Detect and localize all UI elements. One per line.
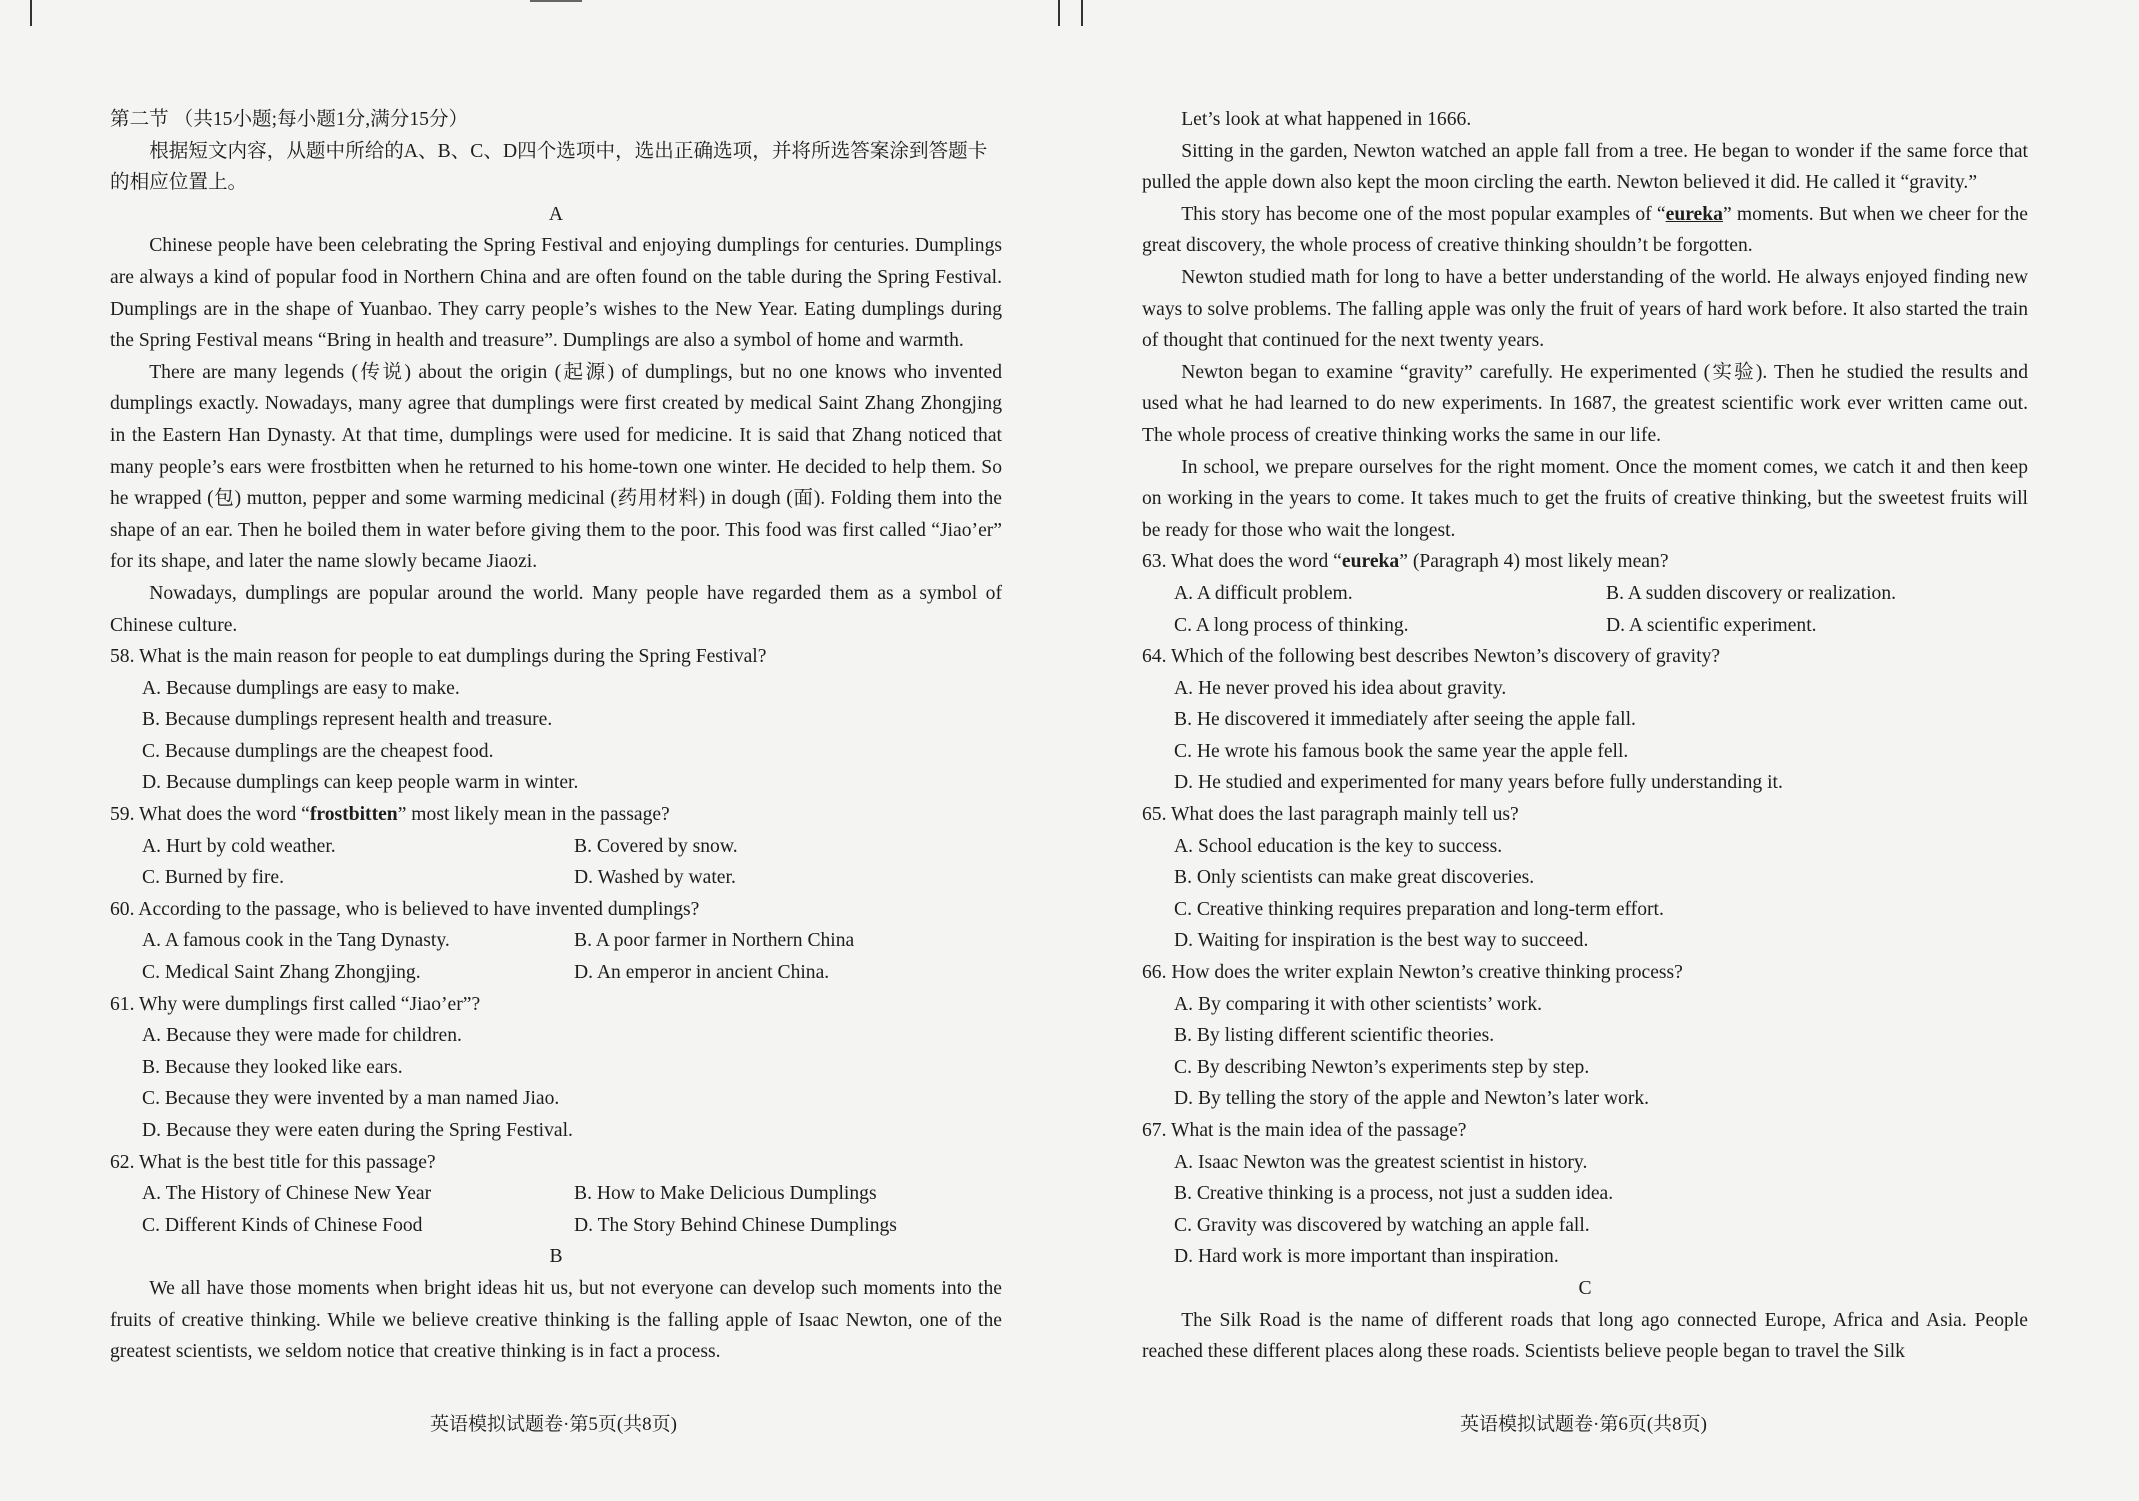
instructions-line-1: 根据短文内容，从题中所给的A、B、C、D四个选项中，选出正确选项，并将所选答案涂到答题卡 [149, 140, 988, 162]
q63-keyword: eureka [1341, 551, 1400, 573]
passage-a-paragraph-2: There are many legends (传说) about the origin (起源) of dumplings, but no one knows who invented dumplings exactly. Nowadays, many agree that dumplings were first created by medical Saint Zhang Zhongjing in the Eastern Han Dynasty. At that time, dumplings were used for medicine. It is said that Zhang noticed that many people’s ears were frostbitten when he returned to his home-town one winter. He decided to help them. So he wrapped (包) mutton, pepper and some warming medicinal (药用材料) in dough (面). Folding them into the shape of an ear. Then he boiled them in water before giving them to the poor. This food was first called “Jiao’er” for its shape, and later the name slowly became Jiaozi. [110, 361, 1002, 573]
q59-options-row-1 [110, 831, 1002, 863]
question-66: 66. How does the writer explain Newton’s creative thinking process? [1142, 962, 1683, 984]
binding-mark-left [30, 0, 32, 26]
q61-option-d[interactable]: D. Because they were eaten during the Spring Festival. [142, 1120, 573, 1141]
q59-options-row-2 [110, 862, 1002, 894]
question-63 [1142, 546, 2028, 578]
q66-option-a[interactable]: A. By comparing it with other scientists’ work. [1174, 993, 1543, 1015]
passage-c-paragraph-1: The Silk Road is the name of different roads that long ago connected Europe, Africa and Asia. People reached these different places along these roads. Scientists believe people began to travel the Silk [1142, 1309, 2028, 1363]
q63-option-a[interactable]: A. A difficult problem. [1174, 582, 1353, 604]
part-b-label: B [549, 1246, 563, 1268]
q66-option-b[interactable]: B. By listing different scientific theories. [1174, 1025, 1495, 1047]
q63-option-c[interactable]: C. A long process of thinking. [1174, 614, 1409, 636]
passage-b-paragraph-3: Sitting in the garden, Newton watched an apple fall from a tree. He began to wonder if the same force that pulled the apple down also kept the moon circling the earth. Newton believed it did. He called it “gravity.” [1142, 140, 2028, 194]
q58-option-d[interactable]: D. Because dumplings can keep people warm in winter. [142, 772, 579, 794]
question-62: 62. What is the best title for this passage? [110, 1151, 436, 1173]
question-67: 67. What is the main idea of the passage? [1142, 1120, 1467, 1141]
q62-options-row-2 [110, 1210, 1002, 1242]
q66-option-c[interactable]: C. By describing Newton’s experiments step by step. [1174, 1056, 1590, 1078]
q59-option-d[interactable]: D. Washed by water. [574, 867, 736, 889]
q63-options-row-1 [1142, 578, 2028, 610]
q64-option-c[interactable]: C. He wrote his famous book the same year the apple fell. [1174, 740, 1629, 762]
passage-a-paragraph-1: Chinese people have been celebrating the Spring Festival and enjoying dumplings for centuries. Dumplings are always a kind of popular food in Northern China and are often found on the table during the Spring Festival. Dumplings are in the shape of Yuanbao. They carry people’s wishes to the New Year. Eating dumplings during the Spring Festival means “Bring in health and treasure”. Dumplings are also a symbol of home and warmth. [110, 235, 1002, 352]
question-58: 58. What is the main reason for people to eat dumplings during the Spring Festival? [110, 646, 767, 668]
q64-option-b[interactable]: B. He discovered it immediately after seeing the apple fall. [1174, 709, 1636, 731]
q60-option-d[interactable]: D. An emperor in ancient China. [574, 962, 830, 984]
binding-mark-center-2 [1081, 0, 1083, 26]
q59-option-b[interactable]: B. Covered by snow. [574, 835, 738, 857]
left-page [110, 104, 1002, 1368]
q63-option-d[interactable]: D. A scientific experiment. [1606, 614, 1817, 636]
q60-option-a[interactable]: A. A famous cook in the Tang Dynasty. [142, 930, 450, 952]
question-59 [110, 799, 1002, 831]
q65-option-a[interactable]: A. School education is the key to success. [1174, 835, 1503, 857]
q63-text-pre: 63. What does the word “ [1142, 551, 1342, 573]
question-61: 61. Why were dumplings first called “Jiao’er”? [110, 993, 481, 1015]
q67-option-c[interactable]: C. Gravity was discovered by watching an apple fall. [1174, 1214, 1590, 1236]
question-65: 65. What does the last paragraph mainly tell us? [1142, 804, 1519, 826]
q62-option-b[interactable]: B. How to Make Delicious Dumplings [574, 1183, 877, 1205]
binding-mark-center-1 [1058, 0, 1060, 26]
part-c-label: C [1578, 1277, 1592, 1299]
part-a-label: A [548, 203, 564, 225]
q63-text-post: ” (Paragraph 4) most likely mean? [1399, 551, 1669, 573]
passage-b-paragraph-4 [1142, 199, 2028, 262]
q64-option-a[interactable]: A. He never proved his idea about gravity. [1174, 677, 1507, 699]
eureka-text-post: ” moments. But when we cheer for the great discovery, the whole process of creative thinking shouldn’t be forgotten. [1142, 203, 2028, 257]
q59-option-c[interactable]: C. Burned by fire. [142, 867, 285, 889]
q65-option-c[interactable]: C. Creative thinking requires preparation and long-term effort. [1174, 898, 1664, 920]
q60-option-b[interactable]: B. A poor farmer in Northern China [574, 930, 855, 952]
q59-keyword: frostbitten [309, 804, 398, 826]
eureka-keyword: eureka [1665, 203, 1723, 225]
q59-text-post: ” most likely mean in the passage? [397, 804, 670, 826]
q63-options-row-2 [1142, 610, 2028, 642]
q62-option-a[interactable]: A. The History of Chinese New Year [142, 1183, 432, 1205]
q64-option-d[interactable]: D. He studied and experimented for many years before fully understanding it. [1174, 772, 1783, 794]
passage-b-paragraph-1: We all have those moments when bright ideas hit us, but not everyone can develop such moments into the fruits of creative thinking. While we believe creative thinking is the falling apple of Isaac Newton, one of the greatest scientists, we seldom notice that creative thinking is in fact a process. [110, 1277, 1002, 1363]
passage-a-paragraph-3: Nowadays, dumplings are popular around the world. Many people have regarded them as a symbol of Chinese culture. [110, 582, 1002, 636]
q60-option-c[interactable]: C. Medical Saint Zhang Zhongjing. [142, 962, 421, 984]
q63-option-b[interactable]: B. A sudden discovery or realization. [1606, 582, 1897, 604]
passage-b-paragraph-6: Newton began to examine “gravity” carefully. He experimented (实验). Then he studied the results and used what he had learned to do new experiments. In 1687, the greatest scientific work ever written came out. The whole process of creative thinking works the same in our life. [1142, 361, 2028, 446]
q66-option-d[interactable]: D. By telling the story of the apple and Newton’s later work. [1174, 1088, 1650, 1110]
page-footer-right: 英语模拟试题卷·第6页(共8页) [1460, 1414, 1707, 1435]
q60-options-row-1 [110, 925, 1002, 957]
section-header: 第二节 （共15小题;每小题1分,满分15分） [110, 109, 469, 130]
page-footer-left: 英语模拟试题卷·第5页(共8页) [430, 1414, 677, 1435]
passage-b-paragraph-7: In school, we prepare ourselves for the right moment. Once the moment comes, we catch it and then keep on working in the years to come. It takes much to get the fruits of creative thinking, but the sweetest fruits will be ready for those who wait the longest. [1142, 456, 2028, 541]
q59-option-a[interactable]: A. Hurt by cold weather. [142, 835, 336, 857]
q59-text-pre: 59. What does the word “ [110, 804, 310, 826]
q62-option-c[interactable]: C. Different Kinds of Chinese Food [142, 1214, 423, 1236]
question-60: 60. According to the passage, who is believed to have invented dumplings? [110, 898, 700, 920]
q67-option-b[interactable]: B. Creative thinking is a process, not just a sudden idea. [1174, 1183, 1614, 1205]
q62-options-row-1 [110, 1178, 1002, 1210]
q61-option-c[interactable]: C. Because they were invented by a man named Jiao. [142, 1088, 560, 1110]
right-page [1142, 104, 2028, 1368]
q65-option-d[interactable]: D. Waiting for inspiration is the best way to succeed. [1174, 930, 1589, 952]
q67-option-a[interactable]: A. Isaac Newton was the greatest scientist in history. [1174, 1151, 1588, 1173]
q58-option-b[interactable]: B. Because dumplings represent health and treasure. [142, 709, 553, 731]
q60-options-row-2 [110, 957, 1002, 989]
passage-b-paragraph-2: Let’s look at what happened in 1666. [1181, 109, 1472, 130]
eureka-text-pre: This story has become one of the most popular examples of “ [1181, 203, 1666, 225]
q61-option-a[interactable]: A. Because they were made for children. [142, 1025, 462, 1047]
q62-option-d[interactable]: D. The Story Behind Chinese Dumplings [574, 1214, 897, 1236]
instructions-line-2: 的相应位置上。 [110, 172, 248, 194]
top-rule [530, 0, 582, 2]
q67-option-d[interactable]: D. Hard work is more important than inspiration. [1174, 1246, 1559, 1268]
q58-option-a[interactable]: A. Because dumplings are easy to make. [142, 677, 460, 699]
question-64: 64. Which of the following best describes Newton’s discovery of gravity? [1142, 646, 1721, 668]
q58-option-c[interactable]: C. Because dumplings are the cheapest food. [142, 740, 494, 762]
q65-option-b[interactable]: B. Only scientists can make great discoveries. [1174, 867, 1535, 889]
passage-b-paragraph-5: Newton studied math for long to have a better understanding of the world. He always enjoyed finding new ways to solve problems. The falling apple was only the fruit of years of hard work before. It also started the train of thought that continued for the next twenty years. [1142, 266, 2028, 352]
q61-option-b[interactable]: B. Because they looked like ears. [142, 1056, 403, 1078]
